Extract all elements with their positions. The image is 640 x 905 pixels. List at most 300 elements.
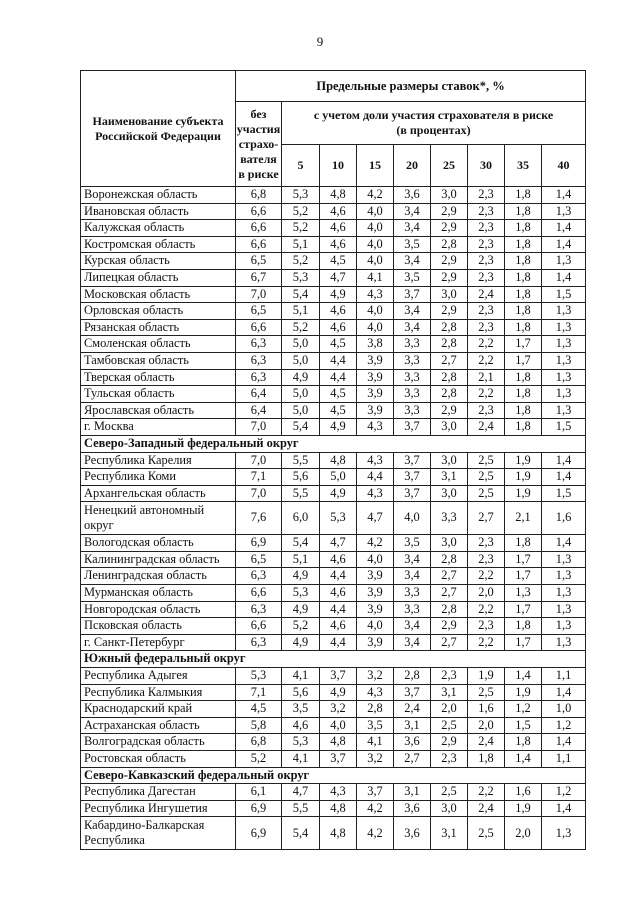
region-name: Архангельская область — [81, 485, 236, 502]
rate-share-15: 3,2 — [357, 751, 394, 768]
rate-share-5: 5,2 — [282, 203, 320, 220]
rate-share-30: 2,0 — [468, 585, 505, 602]
rate-share-30: 2,3 — [468, 303, 505, 320]
rate-share-25: 2,8 — [431, 336, 468, 353]
header-share-15: 15 — [357, 145, 394, 187]
rate-share-35: 1,7 — [505, 634, 542, 651]
rate-share-35: 1,4 — [505, 668, 542, 685]
rate-share-25: 2,9 — [431, 220, 468, 237]
rate-share-10: 4,6 — [320, 203, 357, 220]
rate-share-20: 3,3 — [394, 386, 431, 403]
rate-share-35: 1,7 — [505, 601, 542, 618]
rate-without-participation: 7,1 — [236, 469, 282, 486]
rate-share-30: 2,2 — [468, 784, 505, 801]
rate-share-30: 2,7 — [468, 502, 505, 535]
rate-share-30: 2,2 — [468, 336, 505, 353]
rate-share-10: 4,6 — [320, 220, 357, 237]
rate-share-35: 1,8 — [505, 269, 542, 286]
rate-share-40: 1,6 — [542, 502, 586, 535]
rate-share-40: 1,4 — [542, 469, 586, 486]
table-row — [81, 369, 586, 386]
rate-share-25: 2,7 — [431, 352, 468, 369]
rate-share-10: 4,9 — [320, 684, 357, 701]
region-name: Ярославская область — [81, 402, 236, 419]
rate-share-20: 3,5 — [394, 236, 431, 253]
rate-share-5: 4,9 — [282, 369, 320, 386]
rate-share-10: 4,4 — [320, 369, 357, 386]
table-row — [81, 568, 586, 585]
rate-share-40: 1,2 — [542, 784, 586, 801]
rate-share-25: 3,0 — [431, 452, 468, 469]
table-row — [81, 800, 586, 817]
region-name: Тверская область — [81, 369, 236, 386]
rate-share-35: 1,8 — [505, 319, 542, 336]
rate-share-20: 3,3 — [394, 336, 431, 353]
table-row — [81, 601, 586, 618]
rate-without-participation: 7,0 — [236, 419, 282, 436]
rate-share-20: 3,4 — [394, 634, 431, 651]
region-name: Ростовская область — [81, 751, 236, 768]
rate-share-35: 1,7 — [505, 568, 542, 585]
rate-share-5: 4,9 — [282, 634, 320, 651]
rate-share-20: 3,6 — [394, 817, 431, 850]
table-row — [81, 286, 586, 303]
rate-share-40: 1,4 — [542, 800, 586, 817]
rate-share-15: 4,2 — [357, 817, 394, 850]
rate-share-5: 3,5 — [282, 701, 320, 718]
rate-share-25: 2,7 — [431, 568, 468, 585]
rate-share-30: 2,3 — [468, 618, 505, 635]
table-row — [81, 402, 586, 419]
region-name: Смоленская область — [81, 336, 236, 353]
table-row — [81, 352, 586, 369]
rate-without-participation: 7,0 — [236, 452, 282, 469]
rate-share-10: 4,6 — [320, 303, 357, 320]
rate-share-35: 2,1 — [505, 502, 542, 535]
rate-without-participation: 6,5 — [236, 551, 282, 568]
rate-share-5: 5,2 — [282, 618, 320, 635]
rate-without-participation: 5,8 — [236, 717, 282, 734]
rate-share-10: 4,5 — [320, 402, 357, 419]
rate-share-5: 5,3 — [282, 269, 320, 286]
rate-share-25: 3,0 — [431, 800, 468, 817]
rate-share-35: 1,3 — [505, 585, 542, 602]
rate-without-participation: 6,5 — [236, 303, 282, 320]
rate-share-10: 3,7 — [320, 668, 357, 685]
region-name: Краснодарский край — [81, 701, 236, 718]
rate-share-5: 4,1 — [282, 668, 320, 685]
rate-share-5: 5,0 — [282, 386, 320, 403]
rate-share-25: 2,8 — [431, 386, 468, 403]
rate-without-participation: 6,1 — [236, 784, 282, 801]
rate-share-15: 4,2 — [357, 800, 394, 817]
rate-share-5: 5,6 — [282, 469, 320, 486]
region-name: г. Санкт-Петербург — [81, 634, 236, 651]
rate-share-5: 5,4 — [282, 286, 320, 303]
rate-share-30: 2,3 — [468, 203, 505, 220]
rate-share-35: 1,2 — [505, 701, 542, 718]
rate-share-15: 4,2 — [357, 187, 394, 204]
region-name: Тульская область — [81, 386, 236, 403]
rate-share-5: 5,4 — [282, 817, 320, 850]
rate-share-30: 2,4 — [468, 734, 505, 751]
rate-share-25: 2,8 — [431, 319, 468, 336]
rate-share-40: 1,4 — [542, 452, 586, 469]
rate-without-participation: 6,9 — [236, 535, 282, 552]
rate-share-5: 5,3 — [282, 187, 320, 204]
rate-share-20: 3,5 — [394, 269, 431, 286]
rate-share-20: 3,7 — [394, 684, 431, 701]
rate-share-35: 1,8 — [505, 236, 542, 253]
rate-without-participation: 6,3 — [236, 601, 282, 618]
rate-share-35: 1,9 — [505, 684, 542, 701]
rate-share-40: 1,5 — [542, 286, 586, 303]
rate-share-15: 4,0 — [357, 551, 394, 568]
rate-share-15: 3,9 — [357, 352, 394, 369]
rate-share-20: 3,4 — [394, 568, 431, 585]
table-row — [81, 634, 586, 651]
rate-share-35: 1,7 — [505, 551, 542, 568]
header-region-name: Наименование субъекта Российской Федерации — [81, 71, 236, 187]
rate-share-10: 4,6 — [320, 319, 357, 336]
rate-share-40: 1,3 — [542, 369, 586, 386]
region-name: Ненецкий автономный округ — [81, 502, 236, 535]
rate-without-participation: 7,0 — [236, 286, 282, 303]
rate-share-40: 1,3 — [542, 568, 586, 585]
rate-without-participation: 6,3 — [236, 336, 282, 353]
rate-share-30: 2,2 — [468, 352, 505, 369]
region-name: Ленинградская область — [81, 568, 236, 585]
rate-share-15: 3,2 — [357, 668, 394, 685]
rate-share-15: 3,9 — [357, 634, 394, 651]
region-name: Орловская область — [81, 303, 236, 320]
federal-district-name: Северо-Кавказский федеральный округ — [81, 767, 586, 784]
rate-share-30: 2,3 — [468, 535, 505, 552]
rate-share-20: 3,6 — [394, 187, 431, 204]
rate-share-40: 1,4 — [542, 269, 586, 286]
rate-without-participation: 6,9 — [236, 800, 282, 817]
rate-share-40: 1,3 — [542, 402, 586, 419]
rate-share-30: 2,2 — [468, 634, 505, 651]
rate-share-30: 2,2 — [468, 386, 505, 403]
rate-share-15: 4,0 — [357, 203, 394, 220]
federal-district-row — [81, 651, 586, 668]
federal-district-row — [81, 767, 586, 784]
header-in-percent: (в процентах) — [396, 123, 471, 137]
rate-share-15: 4,0 — [357, 236, 394, 253]
rate-share-35: 1,6 — [505, 784, 542, 801]
rate-share-15: 4,0 — [357, 319, 394, 336]
rate-share-5: 6,0 — [282, 502, 320, 535]
rate-share-40: 1,3 — [542, 634, 586, 651]
rate-share-40: 1,3 — [542, 551, 586, 568]
rate-share-35: 1,8 — [505, 203, 542, 220]
header-with-participation — [282, 102, 586, 145]
rate-share-15: 3,5 — [357, 717, 394, 734]
rate-share-35: 1,7 — [505, 352, 542, 369]
rate-without-participation: 5,2 — [236, 751, 282, 768]
rate-share-20: 3,4 — [394, 220, 431, 237]
rate-share-15: 3,9 — [357, 585, 394, 602]
rate-share-10: 4,6 — [320, 236, 357, 253]
region-name: Астраханская область — [81, 717, 236, 734]
rate-share-20: 3,4 — [394, 319, 431, 336]
federal-district-name: Южный федеральный округ — [81, 651, 586, 668]
rate-share-15: 4,0 — [357, 618, 394, 635]
rate-share-10: 4,7 — [320, 269, 357, 286]
rate-share-40: 1,3 — [542, 386, 586, 403]
table-row — [81, 535, 586, 552]
region-name: Рязанская область — [81, 319, 236, 336]
region-name: Воронежская область — [81, 187, 236, 204]
rate-share-15: 4,7 — [357, 502, 394, 535]
rate-share-30: 2,3 — [468, 551, 505, 568]
rate-share-25: 2,9 — [431, 269, 468, 286]
rate-share-5: 5,3 — [282, 585, 320, 602]
rate-share-35: 1,8 — [505, 386, 542, 403]
rate-share-10: 4,4 — [320, 601, 357, 618]
table-row — [81, 585, 586, 602]
region-name: Республика Коми — [81, 469, 236, 486]
rate-share-10: 4,4 — [320, 634, 357, 651]
rate-share-10: 4,8 — [320, 817, 357, 850]
header-share-35: 35 — [505, 145, 542, 187]
rate-share-40: 1,3 — [542, 618, 586, 635]
rate-share-30: 2,5 — [468, 469, 505, 486]
rate-without-participation: 6,4 — [236, 386, 282, 403]
rate-share-40: 1,3 — [542, 352, 586, 369]
rate-share-5: 5,0 — [282, 402, 320, 419]
rate-share-40: 1,4 — [542, 734, 586, 751]
rate-share-15: 4,2 — [357, 535, 394, 552]
table-row — [81, 485, 586, 502]
rate-without-participation: 7,6 — [236, 502, 282, 535]
rate-without-participation: 6,8 — [236, 734, 282, 751]
table-row — [81, 684, 586, 701]
rate-without-participation: 6,3 — [236, 634, 282, 651]
rate-share-30: 2,3 — [468, 187, 505, 204]
rate-share-40: 1,3 — [542, 319, 586, 336]
rate-share-35: 1,9 — [505, 469, 542, 486]
table-row — [81, 253, 586, 270]
table-row — [81, 319, 586, 336]
rate-share-15: 4,3 — [357, 452, 394, 469]
rate-share-35: 1,8 — [505, 369, 542, 386]
table-row — [81, 618, 586, 635]
rate-share-30: 2,5 — [468, 817, 505, 850]
rate-without-participation: 5,3 — [236, 668, 282, 685]
rate-share-40: 1,1 — [542, 751, 586, 768]
table-row — [81, 469, 586, 486]
rate-share-20: 3,4 — [394, 303, 431, 320]
rate-share-20: 3,4 — [394, 253, 431, 270]
rate-share-30: 2,3 — [468, 402, 505, 419]
header-share-30: 30 — [468, 145, 505, 187]
rate-share-35: 1,4 — [505, 751, 542, 768]
table-row — [81, 717, 586, 734]
rate-share-20: 3,4 — [394, 203, 431, 220]
rate-share-40: 1,3 — [542, 303, 586, 320]
rate-share-30: 2,0 — [468, 717, 505, 734]
rate-share-25: 2,5 — [431, 717, 468, 734]
region-name: Волгоградская область — [81, 734, 236, 751]
rate-share-35: 1,8 — [505, 402, 542, 419]
region-name: Тамбовская область — [81, 352, 236, 369]
rate-share-30: 2,4 — [468, 419, 505, 436]
rate-share-25: 2,8 — [431, 601, 468, 618]
table-row — [81, 236, 586, 253]
rate-share-15: 4,1 — [357, 269, 394, 286]
rate-share-20: 3,7 — [394, 469, 431, 486]
rate-share-5: 5,0 — [282, 352, 320, 369]
rate-share-15: 3,9 — [357, 601, 394, 618]
rate-share-10: 4,9 — [320, 286, 357, 303]
table-row — [81, 817, 586, 850]
region-name: Ивановская область — [81, 203, 236, 220]
rate-share-25: 2,9 — [431, 402, 468, 419]
region-name: Курская область — [81, 253, 236, 270]
rate-share-35: 1,9 — [505, 452, 542, 469]
rate-share-40: 1,3 — [542, 585, 586, 602]
table-row — [81, 187, 586, 204]
rate-share-15: 4,0 — [357, 303, 394, 320]
region-name: Костромская область — [81, 236, 236, 253]
rate-share-10: 4,8 — [320, 734, 357, 751]
table-row — [81, 502, 586, 535]
rate-share-30: 2,2 — [468, 568, 505, 585]
rate-share-30: 1,9 — [468, 668, 505, 685]
rate-share-10: 3,7 — [320, 751, 357, 768]
rate-share-10: 4,8 — [320, 452, 357, 469]
rate-share-20: 3,3 — [394, 585, 431, 602]
rate-share-40: 1,2 — [542, 717, 586, 734]
table-row — [81, 751, 586, 768]
rate-share-5: 5,2 — [282, 220, 320, 237]
region-name: Кабардино-Балкарская Республика — [81, 817, 236, 850]
rate-share-40: 1,4 — [542, 187, 586, 204]
rate-share-5: 4,6 — [282, 717, 320, 734]
rate-share-20: 3,7 — [394, 286, 431, 303]
rate-share-30: 2,3 — [468, 319, 505, 336]
rate-share-25: 3,1 — [431, 469, 468, 486]
rate-share-25: 3,0 — [431, 485, 468, 502]
header-share-25: 25 — [431, 145, 468, 187]
rate-share-10: 4,5 — [320, 336, 357, 353]
rate-share-5: 5,4 — [282, 535, 320, 552]
rate-without-participation: 6,8 — [236, 187, 282, 204]
region-name: Республика Адыгея — [81, 668, 236, 685]
rate-share-30: 1,6 — [468, 701, 505, 718]
rate-share-25: 3,0 — [431, 535, 468, 552]
rate-without-participation: 6,9 — [236, 817, 282, 850]
rate-share-30: 2,4 — [468, 800, 505, 817]
rate-share-20: 3,5 — [394, 535, 431, 552]
rate-without-participation: 7,1 — [236, 684, 282, 701]
federal-district-name: Северо-Западный федеральный округ — [81, 435, 586, 452]
rate-share-10: 4,3 — [320, 784, 357, 801]
rate-share-25: 3,0 — [431, 187, 468, 204]
rate-share-25: 2,8 — [431, 369, 468, 386]
rate-share-35: 1,8 — [505, 253, 542, 270]
rate-share-25: 3,1 — [431, 684, 468, 701]
rate-share-20: 2,8 — [394, 668, 431, 685]
rate-share-35: 1,8 — [505, 220, 542, 237]
rate-share-40: 1,4 — [542, 220, 586, 237]
rate-share-10: 4,4 — [320, 352, 357, 369]
table-row — [81, 303, 586, 320]
rate-share-25: 2,9 — [431, 203, 468, 220]
rate-share-30: 2,3 — [468, 253, 505, 270]
header-share-10: 10 — [320, 145, 357, 187]
rate-share-35: 1,8 — [505, 618, 542, 635]
rate-share-30: 2,5 — [468, 452, 505, 469]
rate-share-20: 3,4 — [394, 551, 431, 568]
federal-district-row — [81, 435, 586, 452]
rate-share-20: 3,3 — [394, 601, 431, 618]
rate-share-40: 1,4 — [542, 535, 586, 552]
rate-share-5: 4,9 — [282, 568, 320, 585]
rate-share-35: 1,8 — [505, 286, 542, 303]
rate-share-25: 2,5 — [431, 784, 468, 801]
rate-share-15: 4,3 — [357, 419, 394, 436]
rate-without-participation: 6,7 — [236, 269, 282, 286]
rate-share-25: 3,3 — [431, 502, 468, 535]
rate-share-40: 1,3 — [542, 336, 586, 353]
table-row — [81, 784, 586, 801]
rate-share-25: 2,9 — [431, 303, 468, 320]
rate-share-10: 4,4 — [320, 568, 357, 585]
rate-share-35: 1,8 — [505, 734, 542, 751]
rate-share-25: 2,3 — [431, 668, 468, 685]
rate-without-participation: 6,6 — [236, 585, 282, 602]
rate-share-10: 4,7 — [320, 535, 357, 552]
rate-share-5: 5,4 — [282, 419, 320, 436]
region-name: Калининградская область — [81, 551, 236, 568]
region-name: Республика Карелия — [81, 452, 236, 469]
rate-share-15: 4,3 — [357, 684, 394, 701]
header-share-20: 20 — [394, 145, 431, 187]
rate-share-20: 3,7 — [394, 419, 431, 436]
rate-share-25: 3,0 — [431, 286, 468, 303]
rate-share-25: 2,9 — [431, 253, 468, 270]
rate-share-20: 3,4 — [394, 618, 431, 635]
rate-without-participation: 6,3 — [236, 568, 282, 585]
rate-share-20: 3,3 — [394, 402, 431, 419]
rate-share-40: 1,3 — [542, 817, 586, 850]
rate-share-10: 4,9 — [320, 419, 357, 436]
header-share-40: 40 — [542, 145, 586, 187]
rate-share-15: 3,9 — [357, 386, 394, 403]
rate-share-15: 4,3 — [357, 286, 394, 303]
rate-share-30: 2,3 — [468, 269, 505, 286]
rate-share-30: 2,5 — [468, 485, 505, 502]
rate-share-5: 5,1 — [282, 236, 320, 253]
region-name: Липецкая область — [81, 269, 236, 286]
region-name: Республика Ингушетия — [81, 800, 236, 817]
rate-share-25: 2,9 — [431, 618, 468, 635]
rate-share-5: 5,1 — [282, 551, 320, 568]
rate-share-40: 1,0 — [542, 701, 586, 718]
rate-without-participation: 6,6 — [236, 319, 282, 336]
rate-share-15: 4,4 — [357, 469, 394, 486]
rate-share-30: 2,3 — [468, 236, 505, 253]
region-name: Псковская область — [81, 618, 236, 635]
rate-share-40: 1,3 — [542, 253, 586, 270]
rate-share-15: 3,8 — [357, 336, 394, 353]
rate-share-15: 3,9 — [357, 402, 394, 419]
rate-without-participation: 6,3 — [236, 352, 282, 369]
insurance-rates-table — [80, 70, 586, 850]
